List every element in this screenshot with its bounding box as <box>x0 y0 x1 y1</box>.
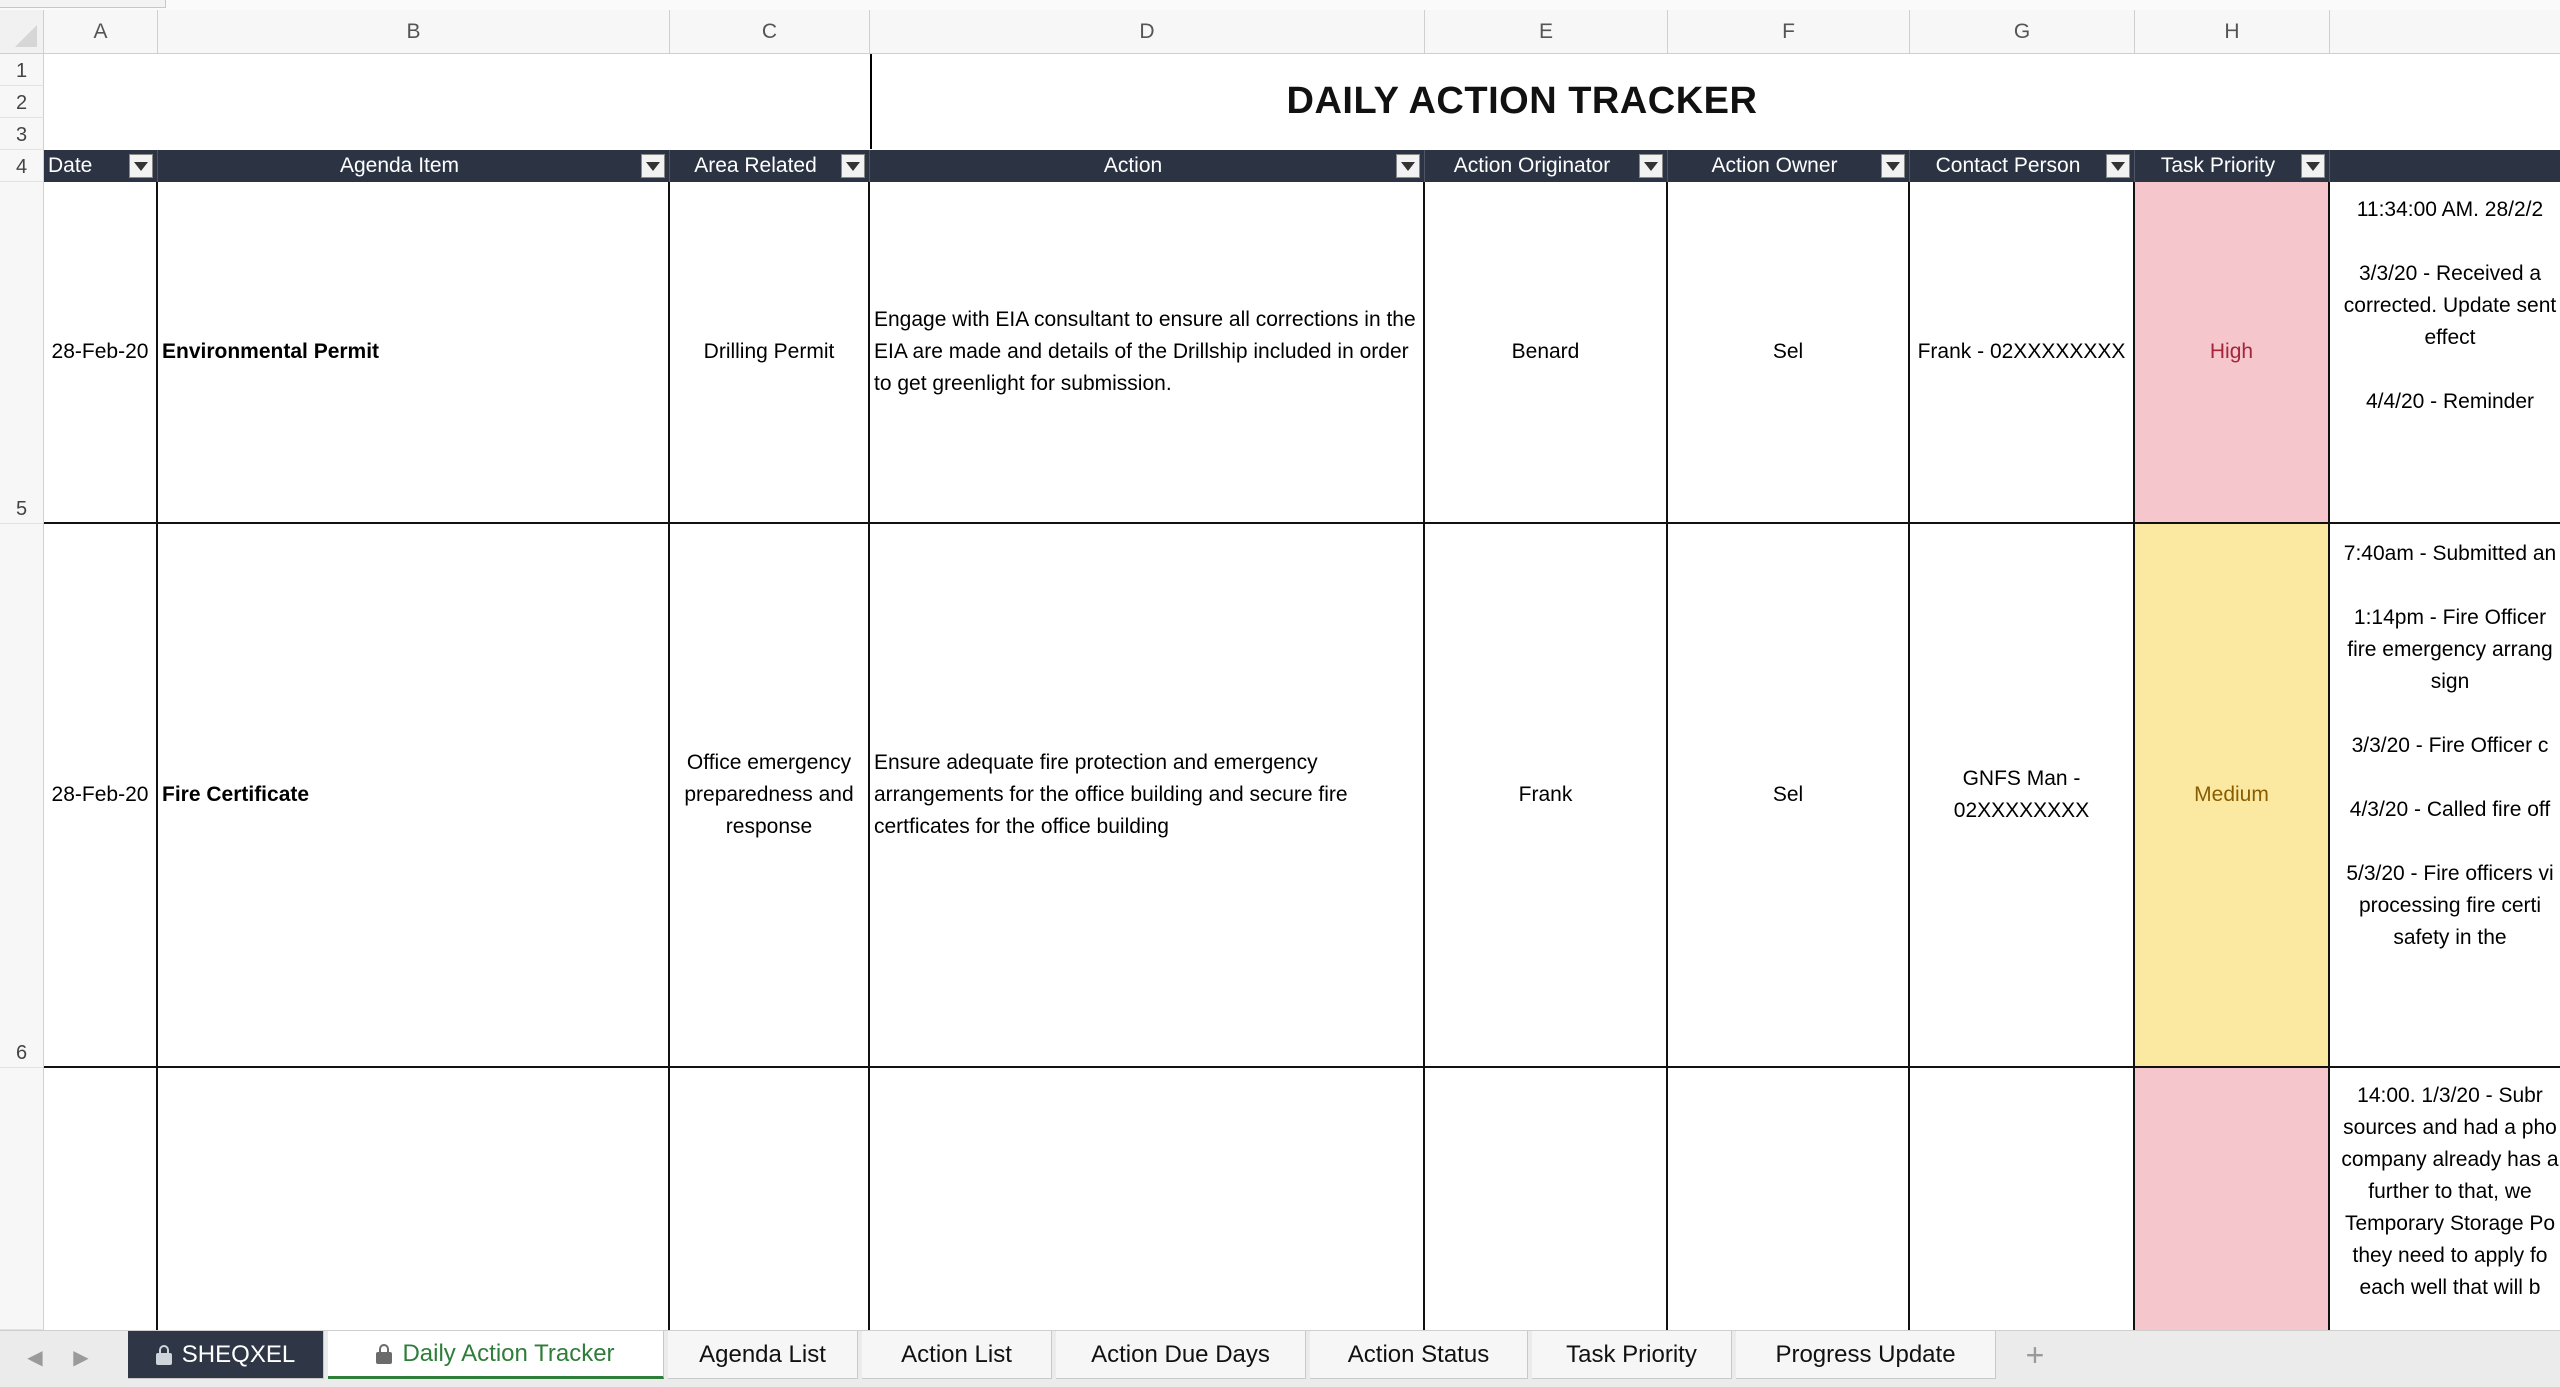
column-header-c[interactable]: C <box>670 10 870 54</box>
column-header-e[interactable]: E <box>1425 10 1668 54</box>
cell-date[interactable]: 28-Feb-20 <box>44 524 158 1068</box>
header-contact-person[interactable]: Contact Person <box>1910 150 2135 182</box>
add-sheet-icon[interactable]: + <box>2025 1337 2045 1373</box>
cell-task-priority[interactable] <box>2135 1068 2330 1330</box>
header-area-related[interactable]: Area Related <box>670 150 870 182</box>
tab-action-status[interactable]: Action Status <box>1310 1331 1528 1379</box>
cell-action-owner[interactable]: Sel <box>1668 524 1910 1068</box>
cell-action[interactable]: Ensure adequate fire protection and emergency arrangements for the office building and secure fire certficates for the office building <box>870 524 1425 1068</box>
cell-contact-person[interactable]: Frank - 02XXXXXXXX <box>1910 182 2135 524</box>
cell-action-originator[interactable]: Benard <box>1425 182 1668 524</box>
cell-task-priority[interactable]: Medium <box>2135 524 2330 1068</box>
cell-progress-update[interactable]: 7:40am - Submitted an 1:14pm - Fire Officer fire emergency arrang sign 3/3/20 - Fire Officer c 4/3/20 - Called fire off 5/3/20 - Fire officers vi processing fire certi safety in the <box>2330 524 2560 1068</box>
filter-dropdown-icon[interactable] <box>641 154 665 178</box>
row-header-5[interactable]: 5 <box>0 182 44 524</box>
header-action-owner[interactable]: Action Owner <box>1668 150 1910 182</box>
header-action[interactable]: Action <box>870 150 1425 182</box>
row-header-2[interactable]: 2 <box>0 86 44 118</box>
cell-action-originator[interactable] <box>1425 1068 1668 1330</box>
cell-progress-update[interactable]: 14:00. 1/3/20 - Subr sources and had a pho company already has a further to that, we Temporary Storage Po they need to apply fo each well that will b <box>2341 1084 2559 1299</box>
filter-dropdown-icon[interactable] <box>841 154 865 178</box>
sheet-title: DAILY ACTION TRACKER <box>870 54 2172 149</box>
scroll-left-icon[interactable]: ◀ <box>27 1347 43 1369</box>
tab-action-list[interactable]: Action List <box>862 1331 1052 1379</box>
column-header-b[interactable]: B <box>158 10 670 54</box>
cell-action[interactable]: Engage with EIA consultant to ensure all corrections in the EIA are made and details of the Drillship included in order to get greenlight for submission. <box>870 182 1425 524</box>
filter-dropdown-icon[interactable] <box>2301 154 2325 178</box>
lock-icon <box>376 1344 392 1364</box>
cell-date[interactable] <box>44 1068 158 1330</box>
cell-action-owner[interactable]: Sel <box>1668 182 1910 524</box>
cell-agenda-item[interactable]: Fire Certificate <box>158 524 670 1068</box>
cell-area-related[interactable] <box>670 1068 870 1330</box>
column-header-h[interactable]: H <box>2135 10 2330 54</box>
header-action-originator[interactable]: Action Originator <box>1425 150 1668 182</box>
cell-progress-update[interactable]: 11:34:00 AM. 28/2/2 3/3/20 - Received a corrected. Update sent effect 4/4/20 - Reminder <box>2330 182 2560 524</box>
row-header-7[interactable] <box>0 1068 44 1330</box>
header-date[interactable]: Date <box>44 150 158 182</box>
cell-area-related[interactable]: Drilling Permit <box>670 182 870 524</box>
sheet-tab-bar <box>0 1330 2560 1387</box>
header-task-priority[interactable]: Task Priority <box>2135 150 2330 182</box>
cell-date[interactable]: 28-Feb-20 <box>44 182 158 524</box>
column-header-g[interactable]: G <box>1910 10 2135 54</box>
tab-agenda-list[interactable]: Agenda List <box>668 1331 858 1379</box>
row-header-6[interactable]: 6 <box>0 524 44 1068</box>
scroll-right-icon[interactable]: ▶ <box>73 1347 89 1369</box>
tab-progress-update[interactable]: Progress Update <box>1736 1331 1996 1379</box>
cell-contact-person[interactable] <box>1910 1068 2135 1330</box>
tab-action-due-days[interactable]: Action Due Days <box>1056 1331 1306 1379</box>
filter-dropdown-icon[interactable] <box>1639 154 1663 178</box>
cell-action-owner[interactable] <box>1668 1068 1910 1330</box>
filter-dropdown-icon[interactable] <box>129 154 153 178</box>
cell-contact-person[interactable]: GNFS Man - 02XXXXXXXX <box>1910 524 2135 1068</box>
column-header-a[interactable]: A <box>44 10 158 54</box>
row-header-4[interactable]: 4 <box>0 150 44 182</box>
cell-agenda-item[interactable]: Environmental Permit <box>158 182 670 524</box>
header-progress-update[interactable] <box>2330 150 2560 182</box>
tab-daily-action-tracker[interactable]: Daily Action Tracker <box>328 1331 664 1379</box>
column-header-f[interactable]: F <box>1668 10 1910 54</box>
name-box[interactable] <box>0 0 166 8</box>
filter-dropdown-icon[interactable] <box>1396 154 1420 178</box>
cell-area-related[interactable]: Office emergency preparedness and response <box>670 524 870 1068</box>
cell-task-priority[interactable]: High <box>2135 182 2330 524</box>
tab-task-priority[interactable]: Task Priority <box>1532 1331 1732 1379</box>
row-header-3[interactable]: 3 <box>0 118 44 150</box>
filter-dropdown-icon[interactable] <box>2106 154 2130 178</box>
cell-action-originator[interactable]: Frank <box>1425 524 1668 1068</box>
filter-dropdown-icon[interactable] <box>1881 154 1905 178</box>
select-all-corner[interactable] <box>0 10 44 54</box>
row-header-1[interactable]: 1 <box>0 54 44 86</box>
cell-action[interactable] <box>870 1068 1425 1330</box>
column-header-i[interactable] <box>2330 10 2560 54</box>
cell-agenda-item[interactable] <box>158 1068 670 1330</box>
lock-icon <box>156 1345 172 1365</box>
tab-sheqxel[interactable]: SHEQXEL <box>128 1331 324 1379</box>
header-agenda-item[interactable]: Agenda Item <box>158 150 670 182</box>
column-header-d[interactable]: D <box>870 10 1425 54</box>
